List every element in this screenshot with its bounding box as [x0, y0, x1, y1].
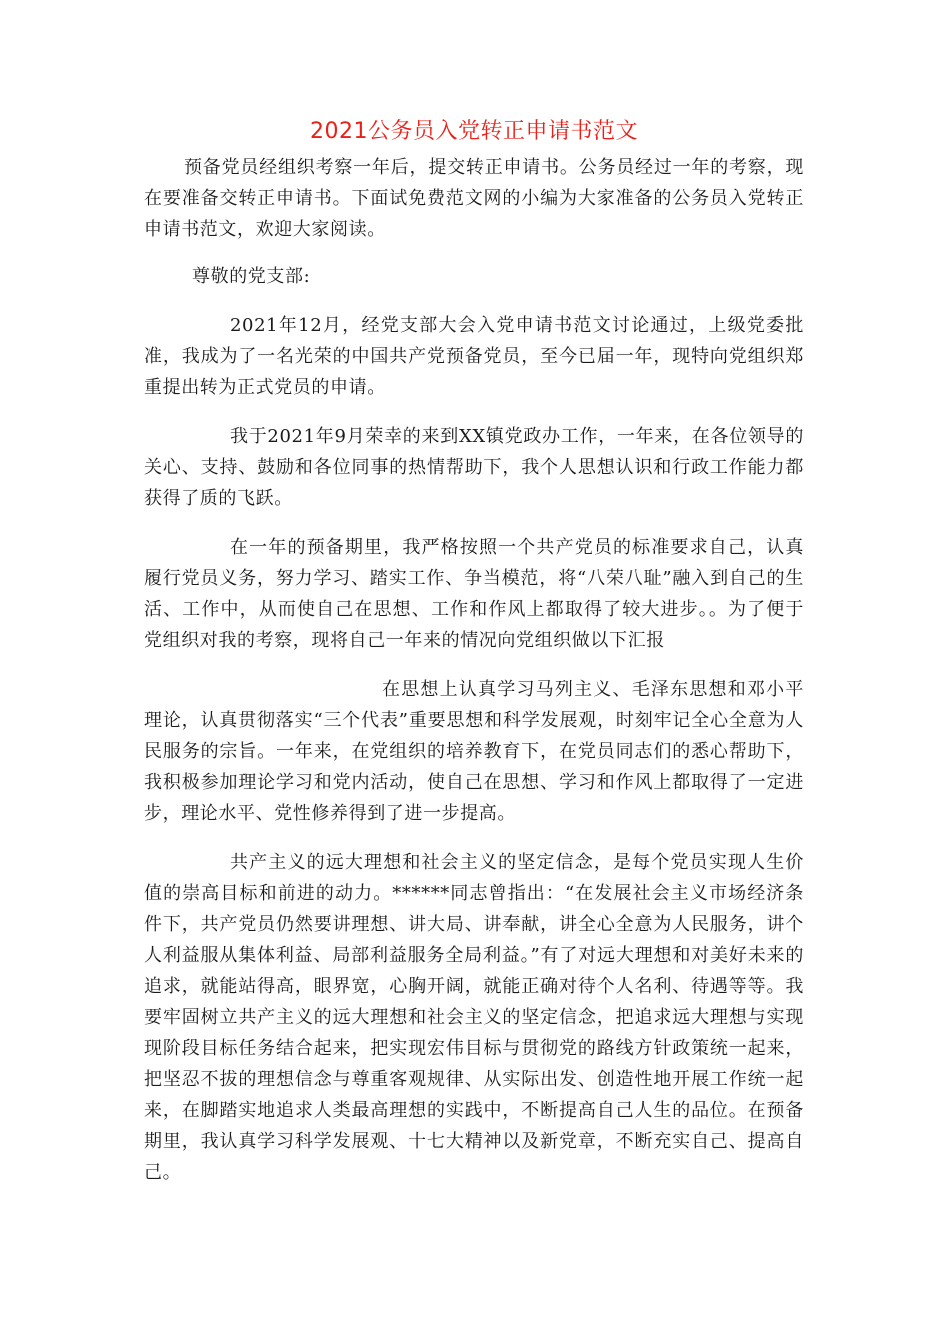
body-paragraph-4: 在思想上认真学习马列主义、毛泽东思想和邓小平理论，认真贯彻落实“三个代表”重要思想和科学发展观，时刻牢记全心全意为人民服务的宗旨。一年来，在党组织的培养教育下，在党员同志们的悉心帮助下，我积极参加理论学习和党内活动，使自己在思想、学习和作风上都取得了一定进步，理论水平、党性修养得到了进一步提高。: [144, 679, 804, 824]
document-page: [144, 112, 804, 1206]
body-paragraph-5: 共产主义的远大理想和社会主义的坚定信念，是每个党员实现人生价值的崇高目标和前进的动力。******同志曾指出：“在发展社会主义市场经济条件下，共产党员仍然要讲理想、讲大局、讲奉献，讲全心全意为人民服务，讲个人利益服从集体利益、局部利益服务全局利益。”有了对远大理想和对美好未来的追求，就能站得高，眼界宽，心胸开阔，就能正确对待个人名利、待遇等等。我要牢固树立共产主义的远大理想和社会主义的坚定信念，把追求远大理想与实现现阶段目标任务结合起来，把实现宏伟目标与贯彻党的路线方针政策统一起来，把坚忍不拔的理想信念与尊重客观规律、从实际出发、创造性地开展工作统一起来，在脚踏实地追求人类最高理想的实践中，不断提高自己人生的品位。在预备期里，我认真学习科学发展观、十七大精神以及新党章，不断充实自己、提高自己。: [144, 852, 804, 1183]
document-title: 2021公务员入党转正申请书范文: [310, 119, 638, 144]
body-paragraph-1: 2021年12月，经党支部大会入党申请书范文讨论通过，上级党委批准，我成为了一名光荣的中国共产党预备党员，至今已届一年，现特向党组织郑重提出转为正式党员的申请。: [144, 315, 804, 398]
salutation: 尊敬的党支部:: [192, 266, 311, 287]
body-paragraph-2: 我于2021年9月荣幸的来到XX镇党政办工作，一年来，在各位领导的关心、支持、鼓励和各位同事的热情帮助下，我个人思想认识和行政工作能力都获得了质的飞跃。: [144, 426, 804, 509]
intro-paragraph: 预备党员经组织考察一年后，提交转正申请书。公务员经过一年的考察，现在要准备交转正申请书。下面试免费范文网的小编为大家准备的公务员入党转正申请书范文，欢迎大家阅读。: [144, 157, 804, 240]
body-paragraph-3: 在一年的预备期里，我严格按照一个共产党员的标准要求自己，认真履行党员义务，努力学习、踏实工作、争当模范，将“八荣八耻”融入到自己的生活、工作中，从而使自己在思想、工作和作风上都取得了较大进步。。为了便于党组织对我的考察，现将自己一年来的情况向党组织做以下汇报: [144, 537, 804, 651]
